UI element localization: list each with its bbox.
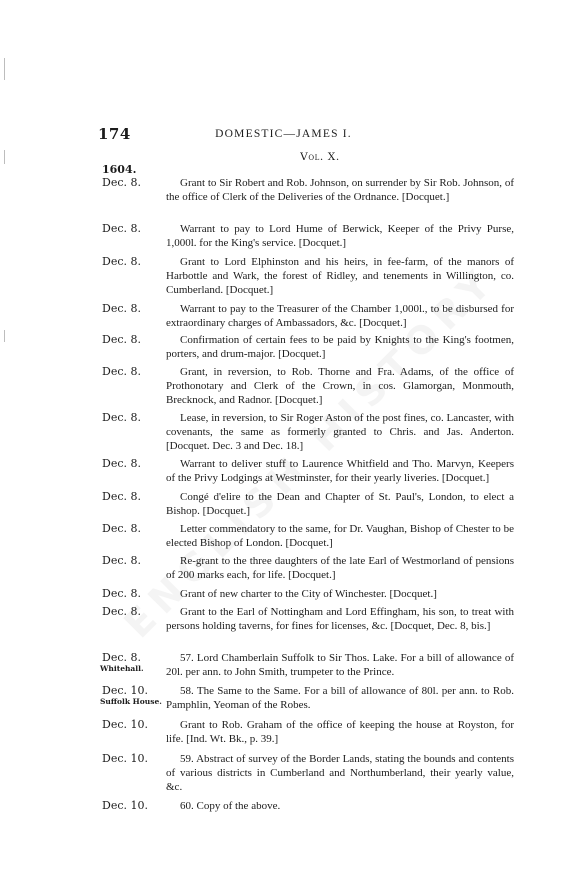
entry-text: 57. Lord Chamberlain Suffolk to Sir Thos. Lake. For a bill of allowance of 20l. per ann. to John Smith, trumpeter to the Prince. <box>166 652 514 678</box>
year-label: 1604. <box>102 163 137 176</box>
entry-text: Letter commendatory to the same, for Dr. Vaughan, Bishop of Chester to be elected Bishop of London. [Docquet.] <box>166 523 514 549</box>
entry-date: Dec. 8. <box>102 522 141 535</box>
scan-edge-mark <box>4 58 5 80</box>
entry-text: 59. Abstract of survey of the Border Lands, stating the bounds and contents of various districts in Cumberland and Northumberland, their yearly value, &c. <box>166 753 514 793</box>
entry-date: Dec. 10. <box>102 752 148 765</box>
entry-date: Dec. 8. <box>102 302 141 315</box>
entry-text: Grant to Sir Robert and Rob. Johnson, on surrender by Sir Rob. Johnson, of the office of Clerk of the Deliveries of the Ordnance. [Docquet.] <box>166 177 514 203</box>
running-title: DOMESTIC—JAMES I. <box>215 128 352 140</box>
entry-date: Dec. 8. <box>102 222 141 235</box>
entry-date: Dec. 8. <box>102 605 141 618</box>
entry-text: Warrant to pay to the Treasurer of the Chamber 1,000l., to be disbursed for extraordinary charges of Ambassadors, &c. [Docquet.] <box>166 303 514 329</box>
entry-text: Warrant to deliver stuff to Laurence Whitfield and Tho. Marvyn, Keepers of the Privy Lodgings at Westminster, for their yearly liveries. [Docquet.] <box>166 458 514 484</box>
entry-text: Lease, in reversion, to Sir Roger Aston of the post fines, co. Lancaster, with covenants, the same as formerly granted to Chris. and Jas. Anderton. [Docquet. Dec. 3 and Dec. 18.] <box>166 412 514 452</box>
entry-date: Dec. 8. <box>102 365 141 378</box>
page-number: 174 <box>98 125 131 143</box>
entry-date: Dec. 8. <box>102 457 141 470</box>
entry-date: Dec. 8. <box>102 490 141 503</box>
entry-text: Grant of new charter to the City of Winchester. [Docquet.] <box>180 588 437 600</box>
entry-date: Dec. 8. <box>102 651 141 664</box>
entry-place: Whitehall. <box>100 664 144 673</box>
entry-date: Dec. 8. <box>102 554 141 567</box>
entry-date: Dec. 8. <box>102 587 141 600</box>
entry-date: Dec. 10. <box>102 799 148 812</box>
volume-heading: Vol. X. <box>300 151 340 163</box>
entry-text: Grant to the Earl of Nottingham and Lord Effingham, his son, to treat with persons holding taverns, for fines for licenses, &c. [Docquet, Dec. 8, bis.] <box>166 606 514 632</box>
entry-date: Dec. 8. <box>102 255 141 268</box>
entry-text: 60. Copy of the above. <box>180 800 281 812</box>
entry-date: Dec. 10. <box>102 684 148 697</box>
entry-date: Dec. 8. <box>102 176 141 189</box>
entry-text: 58. The Same to the Same. For a bill of allowance of 80l. per ann. to Rob. Pamphlin, Yeoman of the Robes. <box>166 685 514 711</box>
entry-text: Grant to Rob. Graham of the office of keeping the house at Royston, for life. [Ind. Wt. Bk., p. 39.] <box>166 719 514 745</box>
entry-date: Dec. 10. <box>102 718 148 731</box>
entry-date: Dec. 8. <box>102 411 141 424</box>
entry-text: Re-grant to the three daughters of the late Earl of Westmorland of pensions of 200 marks each, for life. [Docquet.] <box>166 555 514 581</box>
entry-text: Confirmation of certain fees to be paid by Knights to the King's footmen, porters, and drum-major. [Docquet.] <box>166 334 514 360</box>
entry-text: Grant to Lord Elphinston and his heirs, in fee-farm, of the manors of Harbottle and Wark, the forest of Ridley, and tenements in Willington, co. Cumberland. [Docquet.] <box>166 256 514 296</box>
entry-text: Warrant to pay to Lord Hume of Berwick, Keeper of the Privy Purse, 1,000l. for the King's service. [Docquet.] <box>166 223 514 249</box>
entry-text: Congé d'elire to the Dean and Chapter of St. Paul's, London, to elect a Bishop. [Docquet.] <box>166 491 514 517</box>
entry-place: Suffolk House. <box>100 697 162 706</box>
entry-date: Dec. 8. <box>102 333 141 346</box>
scan-edge-mark <box>4 330 5 342</box>
entry-text: Grant, in reversion, to Rob. Thorne and Fra. Adams, of the office of Prothonotary and Clerk of the Crown, in cos. Glamorgan, Monmouth, Brecknock, and Radnor. [Docquet.] <box>166 366 514 406</box>
